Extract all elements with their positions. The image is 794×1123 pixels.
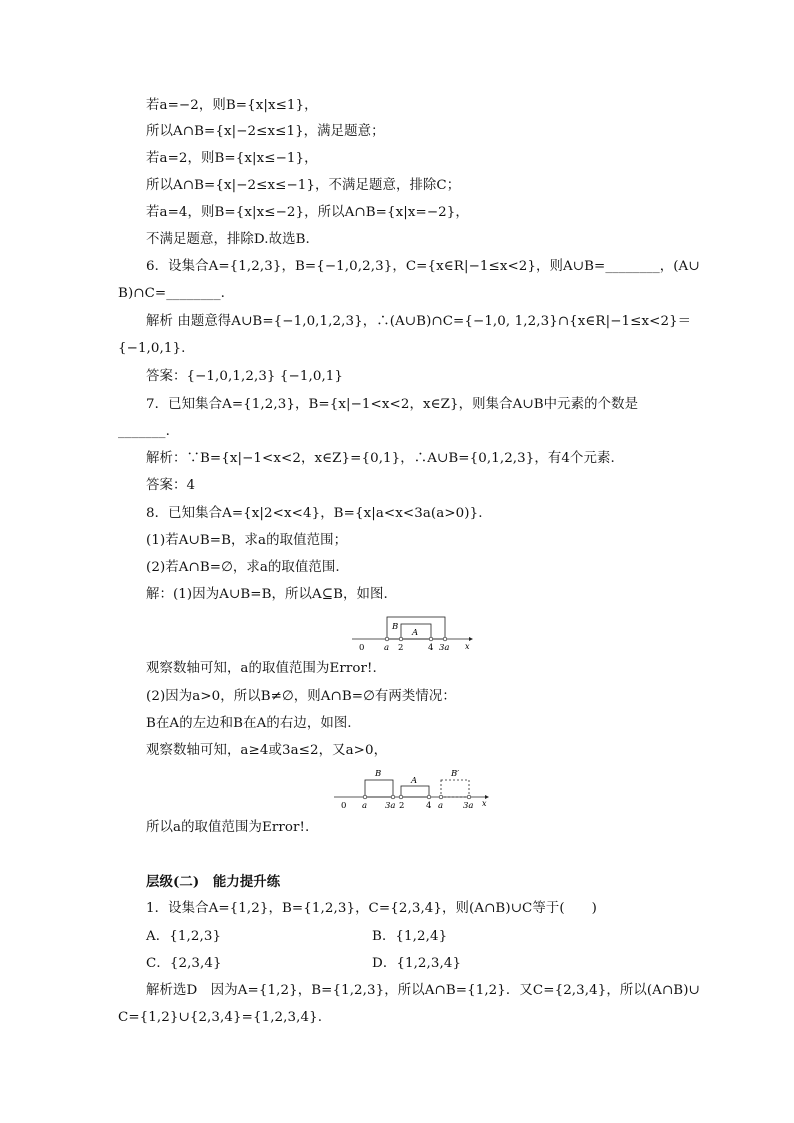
tick-label: 0 bbox=[341, 801, 347, 810]
text-line: 所以A∩B={x|−2≤x≤1}，满足题意； bbox=[146, 124, 385, 139]
q8-conclusion: 所以a的取值范围为Error!. bbox=[146, 820, 310, 835]
tick-label: x bbox=[482, 799, 487, 808]
q6-answer: 答案：{−1,0,1,2,3} {−1,0,1} bbox=[146, 369, 344, 384]
open-point bbox=[363, 795, 367, 799]
question-8: 8．已知集合A={x|2<x<4}，B={x|a<x<3a(a>0)}. bbox=[146, 506, 483, 521]
tick-label: a bbox=[438, 801, 444, 810]
q8-observation-1: 观察数轴可知，a的取值范围为Error!. bbox=[146, 661, 377, 676]
q6-solution-cont: {−1,0,1}. bbox=[118, 341, 186, 356]
practice-question-1: 1．设集合A={1,2}，B={1,2,3}，C={2,3,4}，则(A∩B)∪C等于( ) bbox=[146, 901, 597, 916]
q7-answer: 答案：4 bbox=[146, 478, 196, 493]
tick-label: 2 bbox=[399, 801, 405, 810]
tick-label: 3a bbox=[463, 801, 474, 810]
q8-solution: 解：(1)因为A∪B=B，所以A⊆B，如图. bbox=[146, 587, 388, 602]
open-point bbox=[429, 637, 433, 641]
section-title: 层级(二) 能力提升练 bbox=[146, 874, 281, 890]
number-line-figure-1 bbox=[348, 612, 476, 654]
box-label: A bbox=[411, 776, 418, 786]
tick-label: 2 bbox=[398, 643, 404, 653]
option-d: D．{1,2,3,4} bbox=[372, 956, 462, 971]
open-point bbox=[399, 637, 403, 641]
option-b: B．{1,2,4} bbox=[372, 929, 448, 944]
question-7-cont: _______. bbox=[118, 424, 170, 439]
q7-solution: 解析：∵B={x|−1<x<2，x∈Z}={0,1}，∴A∪B={0,1,2,3}，有4个元素. bbox=[146, 451, 615, 466]
tick-label: a bbox=[384, 643, 390, 653]
tick-label: 0 bbox=[359, 643, 365, 653]
text-line: 所以A∩B={x|−2≤x≤−1}，不满足题意，排除C； bbox=[146, 178, 461, 193]
text-line: 不满足题意，排除D.故选B. bbox=[146, 232, 310, 247]
open-point bbox=[391, 795, 395, 799]
open-point bbox=[467, 795, 471, 799]
q8-observation-2: 观察数轴可知，a≥4或3a≤2，又a>0， bbox=[146, 743, 388, 758]
open-point bbox=[443, 637, 447, 641]
q8-cases: B在A的左边和B在A的右边，如图. bbox=[146, 716, 352, 731]
interval-box-B-right bbox=[441, 780, 469, 797]
interval-box-B-left bbox=[365, 780, 393, 797]
q8-part2-solution: (2)因为a>0，所以B≠∅，则A∩B=∅有两类情况： bbox=[146, 689, 456, 704]
tick-label: 4 bbox=[426, 801, 432, 810]
question-6: 6．设集合A={1,2,3}，B={−1,0,2,3}，C={x∈R|−1≤x<2}，则A∪B=________，(A∪ bbox=[146, 259, 700, 274]
number-line-figure-2 bbox=[330, 766, 492, 810]
question-7: 7．已知集合A={1,2,3}，B={x|−1<x<2，x∈Z}，则集合A∪B中元素的个数是 bbox=[146, 397, 639, 412]
question-6-cont: B)∩C=________. bbox=[118, 286, 225, 301]
option-c: C．{2,3,4} bbox=[146, 956, 222, 971]
tick-label: x bbox=[465, 642, 470, 651]
option-a: A．{1,2,3} bbox=[146, 929, 222, 944]
box-label: B bbox=[392, 622, 399, 632]
text-line: 若a=4，则B={x|x≤−2}，所以A∩B={x|x=−2}， bbox=[146, 205, 469, 220]
q8-part2: (2)若A∩B=∅，求a的取值范围. bbox=[146, 560, 340, 575]
open-point bbox=[385, 637, 389, 641]
axis-arrow bbox=[469, 637, 473, 641]
text-line: 若a=−2，则B={x|x≤1}， bbox=[146, 98, 318, 113]
q8-part1: (1)若A∪B=B，求a的取值范围； bbox=[146, 533, 348, 548]
open-point bbox=[399, 795, 403, 799]
tick-label: a bbox=[362, 801, 368, 810]
practice-solution: 解析选D 因为A={1,2}，B={1,2,3}，所以A∩B={1,2}．又C={2,3,4}，所以(A∩B)∪ bbox=[146, 983, 700, 998]
open-point bbox=[427, 795, 431, 799]
box-label: B′ bbox=[451, 769, 460, 779]
tick-label: 3a bbox=[385, 801, 396, 810]
text-line: 若a=2，则B={x|x≤−1}， bbox=[146, 151, 318, 166]
box-label: B bbox=[375, 769, 382, 779]
q6-solution: 解析 由题意得A∪B={−1,0,1,2,3}，∴(A∪B)∩C={−1,0, 1,2,3}∩{x∈R|−1≤x<2}＝ bbox=[146, 314, 692, 329]
tick-label: 3a bbox=[439, 643, 450, 653]
tick-label: 4 bbox=[428, 643, 434, 653]
box-label: A bbox=[412, 628, 419, 638]
interval-box-A bbox=[401, 786, 429, 797]
open-point bbox=[439, 795, 443, 799]
practice-solution-cont: C={1,2}∪{2,3,4}={1,2,3,4}. bbox=[118, 1010, 323, 1025]
